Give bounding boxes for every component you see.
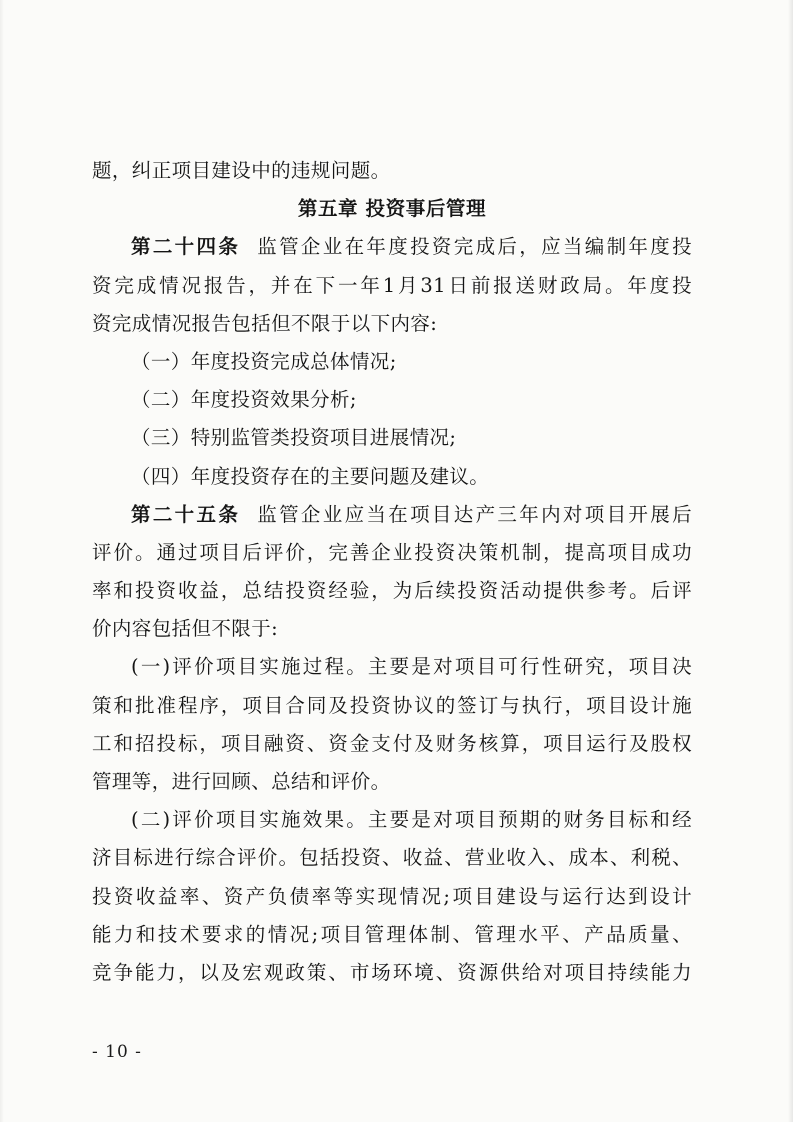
chapter-title: 第五章 投资事后管理 [297, 197, 487, 221]
text-line: 济目标进行综合评价。包括投资、收益、营业收入、成本、利税、 [92, 846, 692, 870]
article-24-label: 第二十四条 [131, 235, 241, 259]
list-item: （二）年度投资效果分析; [131, 388, 357, 412]
text-line: 能力和技术要求的情况;项目管理体制、管理水平、产品质量、 [92, 922, 692, 946]
text-line: 价内容包括但不限于: [92, 617, 279, 641]
text-line: (一)评价项目实施过程。主要是对项目可行性研究，项目决 [131, 655, 692, 679]
scan-shadow-left [0, 0, 4, 1122]
list-item: （一）年度投资完成总体情况; [131, 349, 397, 373]
article-25-label: 第二十五条 [131, 502, 241, 526]
text-line: 工和招投标，项目融资、资金支付及财务核算，项目运行及股权 [92, 731, 692, 755]
text-line: 资完成情况报告包括但不限于以下内容: [92, 311, 438, 335]
text-line: 率和投资收益，总结投资经验，为后续投资活动提供参考。后评 [92, 579, 692, 603]
text-span: 监管企业应当在项目达产三年内对项目开展后 [257, 502, 692, 526]
text-line: (二)评价项目实施效果。主要是对项目预期的财务目标和经 [131, 808, 692, 832]
text-line: 策和批准程序，项目合同及投资协议的签订与执行，项目设计施 [92, 693, 692, 717]
article-24-line-1 [92, 228, 692, 266]
text-line: 评价。通过项目后评价，完善企业投资决策机制，提高项目成功 [92, 540, 692, 564]
list-item: （三）特别监管类投资项目进展情况; [131, 426, 457, 450]
document-body [92, 152, 692, 992]
text-line: 资完成情况报告，并在下一年1月31日前报送财政局。年度投 [92, 273, 692, 297]
page-number: - 10 - [92, 1042, 142, 1062]
article-25-line-1 [92, 496, 692, 534]
list-item: （四）年度投资存在的主要问题及建议。 [131, 464, 490, 488]
text-line: 管理等，进行回顾、总结和评价。 [92, 770, 391, 793]
text-line: 投资收益率、资产负债率等实现情况;项目建设与运行达到设计 [92, 884, 692, 908]
text-line: 竞争能力，以及宏观政策、市场环境、资源供给对项目持续能力 [92, 960, 692, 984]
scan-shadow-right [788, 0, 793, 1122]
text-line: 题，纠正项目建设中的违规问题。 [92, 159, 391, 182]
text-span: 监管企业在年度投资完成后，应当编制年度投 [257, 235, 692, 259]
